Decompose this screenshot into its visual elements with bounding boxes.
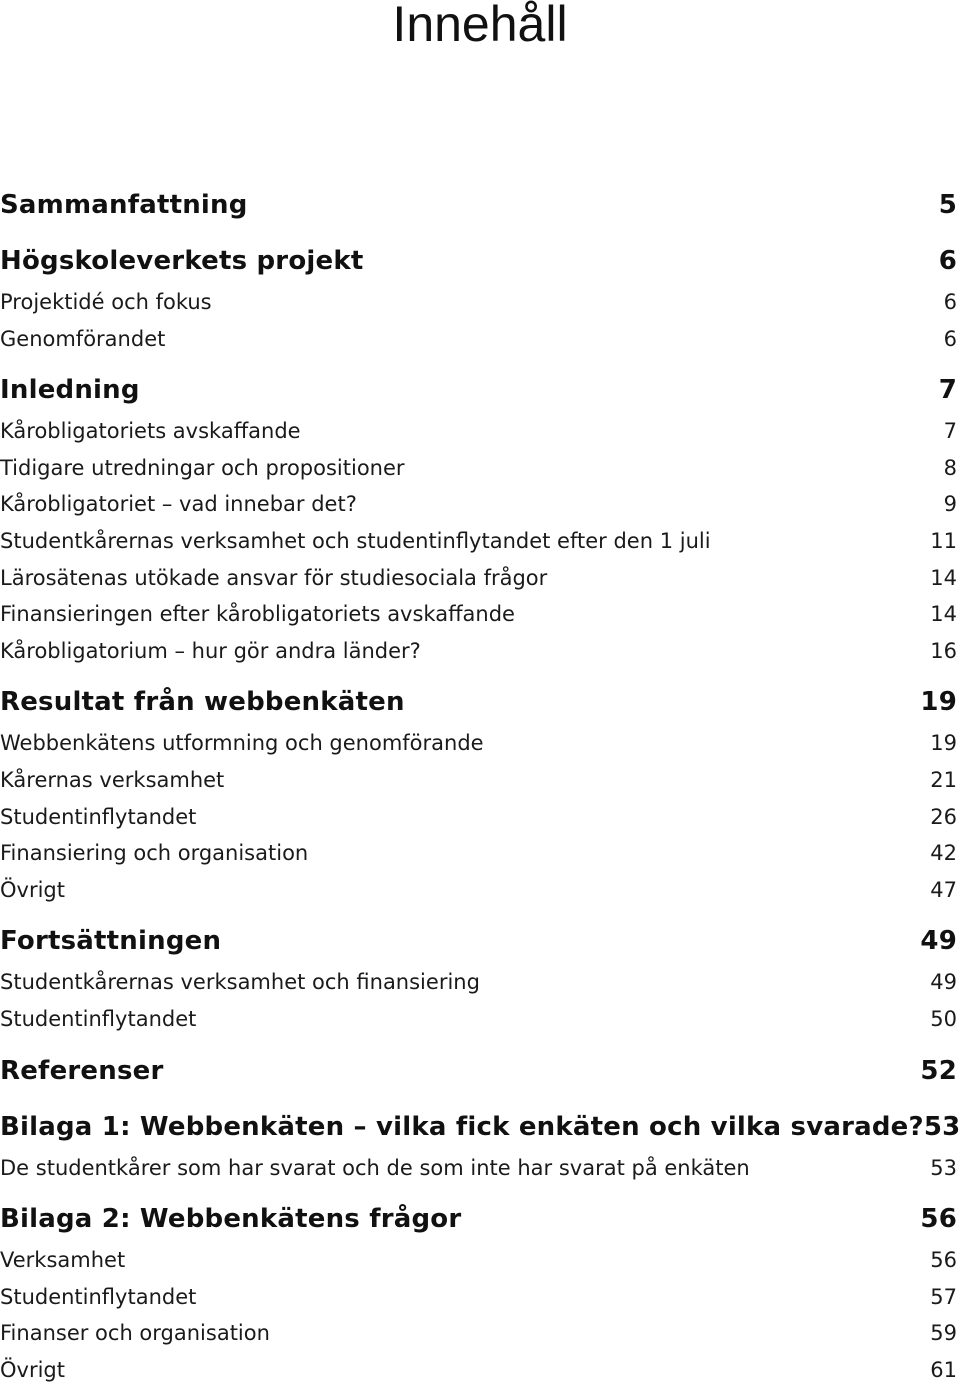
toc-subentry[interactable]	[0, 762, 957, 799]
toc-section	[0, 368, 957, 669]
toc-subentry-page-number: 6	[943, 326, 957, 351]
toc-heading-entry[interactable]	[0, 1105, 960, 1150]
toc-subentry[interactable]	[0, 1315, 957, 1352]
toc-heading-entry[interactable]	[0, 1197, 957, 1242]
toc-subentry-page-number: 59	[930, 1321, 957, 1346]
toc-heading-entry[interactable]	[0, 183, 957, 228]
toc-subentry-title: Finansiering och organisation	[0, 841, 309, 866]
toc-subentry-title: Studentinflytandet	[0, 1006, 197, 1031]
toc-subentry-title: Tidigare utredningar och propositioner	[0, 455, 405, 480]
toc-subentry-title: Övrigt	[0, 877, 65, 902]
toc-subentry[interactable]	[0, 964, 957, 1001]
toc-subentry[interactable]	[0, 321, 957, 358]
toc-subentry[interactable]	[0, 450, 957, 487]
toc-heading-entry[interactable]	[0, 919, 957, 964]
toc-subentry-page-number: 57	[930, 1284, 957, 1309]
toc-subentry[interactable]	[0, 1279, 957, 1316]
toc-subentry[interactable]	[0, 523, 957, 560]
toc-subentry-page-number: 6	[943, 290, 957, 314]
toc-heading-page-number: 56	[920, 1204, 957, 1235]
toc-heading-page-number: 53	[923, 1111, 960, 1142]
toc-subentry[interactable]	[0, 633, 957, 670]
toc-heading-title: Inledning	[0, 375, 140, 406]
toc-subentry-page-number: 47	[930, 877, 957, 902]
toc-section	[0, 680, 957, 908]
toc-subentry-title: Webbenkätens utformning och genomförande	[0, 731, 484, 756]
toc-subentry-title: Finanser och organisation	[0, 1321, 270, 1346]
toc-heading-page-number: 19	[920, 687, 957, 718]
toc-subentry[interactable]	[0, 413, 957, 450]
toc-heading-title: Bilaga 1: Webbenkäten – vilka fick enkäten och vilka svarade?	[0, 1111, 924, 1142]
toc-subentry-title: Övrigt	[0, 1357, 65, 1382]
toc-section	[0, 919, 957, 1037]
toc-heading-title: Bilaga 2: Webbenkätens frågor	[0, 1204, 462, 1235]
table-of-contents	[0, 183, 960, 1388]
toc-heading-title: Referenser	[0, 1055, 164, 1086]
toc-heading-title: Fortsättningen	[0, 926, 222, 957]
toc-section	[0, 1105, 960, 1187]
toc-subentry-title: Studentinflytandet	[0, 804, 197, 829]
toc-subentry-page-number: 11	[930, 528, 957, 553]
toc-section	[0, 183, 957, 228]
toc-subentry-page-number: 61	[930, 1357, 957, 1382]
toc-subentry-page-number: 42	[930, 841, 957, 866]
toc-heading-entry[interactable]	[0, 1049, 957, 1094]
toc-subentry-page-number: 53	[930, 1155, 957, 1180]
toc-subentry-page-number: 49	[930, 970, 957, 995]
toc-subentry-title: Kårobligatoriets avskaffande	[0, 419, 301, 444]
toc-subentry[interactable]	[0, 1001, 957, 1038]
toc-section	[0, 239, 957, 357]
toc-subentry[interactable]	[0, 1150, 957, 1187]
toc-subentry[interactable]	[0, 596, 957, 633]
toc-heading-page-number: 5	[938, 190, 957, 220]
toc-section	[0, 1197, 957, 1388]
toc-subentry[interactable]	[0, 872, 957, 909]
toc-subentry-title: Kårobligatoriet – vad innebar det?	[0, 492, 357, 517]
toc-subentry-title: Kårernas verksamhet	[0, 767, 225, 792]
toc-heading-page-number: 7	[938, 375, 957, 406]
toc-heading-entry[interactable]	[0, 680, 957, 725]
toc-subentry-title: Genomförandet	[0, 326, 166, 351]
toc-subentry-page-number: 8	[943, 455, 957, 480]
toc-subentry-page-number: 26	[930, 804, 957, 829]
toc-heading-title: Sammanfattning	[0, 190, 248, 220]
toc-heading-page-number: 49	[920, 926, 957, 957]
toc-subentry[interactable]	[0, 560, 957, 597]
toc-subentry-page-number: 14	[930, 602, 957, 627]
toc-heading-title: Resultat från webbenkäten	[0, 687, 405, 718]
toc-subentry-title: Studentkårernas verksamhet och studentinflytandet efter den 1 juli	[0, 528, 711, 553]
toc-subentry[interactable]	[0, 725, 957, 762]
toc-subentry-title: Studentkårernas verksamhet och finansiering	[0, 970, 480, 995]
toc-subentry[interactable]	[0, 284, 957, 321]
toc-subentry-page-number: 7	[943, 419, 957, 444]
toc-subentry[interactable]	[0, 1352, 957, 1388]
toc-heading-title: Högskoleverkets projekt	[0, 246, 364, 276]
toc-subentry-page-number: 50	[930, 1006, 957, 1031]
toc-subentry[interactable]	[0, 1242, 957, 1279]
toc-subentry-title: Finansieringen efter kårobligatoriets avskaffande	[0, 602, 515, 627]
toc-subentry[interactable]	[0, 835, 957, 872]
toc-subentry[interactable]	[0, 486, 957, 523]
toc-heading-entry[interactable]	[0, 368, 957, 413]
toc-heading-page-number: 52	[920, 1055, 957, 1086]
toc-subentry-title: Projektidé och fokus	[0, 290, 212, 314]
toc-heading-entry[interactable]	[0, 239, 957, 284]
toc-subentry-page-number: 19	[930, 731, 957, 756]
toc-section	[0, 1049, 957, 1094]
toc-subentry-page-number: 21	[930, 767, 957, 792]
toc-subentry-title: Studentinflytandet	[0, 1284, 197, 1309]
toc-subentry-page-number: 9	[943, 492, 957, 517]
toc-subentry-page-number: 56	[930, 1248, 957, 1273]
toc-subentry[interactable]	[0, 799, 957, 836]
toc-subentry-title: De studentkårer som har svarat och de som inte har svarat på enkäten	[0, 1155, 750, 1180]
toc-subentry-title: Kårobligatorium – hur gör andra länder?	[0, 638, 421, 663]
toc-subentry-title: Verksamhet	[0, 1248, 126, 1273]
toc-subentry-page-number: 14	[930, 565, 957, 590]
toc-subentry-title: Lärosätenas utökade ansvar för studiesociala frågor	[0, 565, 548, 590]
page-title: Innehåll	[392, 0, 568, 52]
toc-subentry-page-number: 16	[930, 638, 957, 663]
toc-heading-page-number: 6	[938, 246, 957, 276]
